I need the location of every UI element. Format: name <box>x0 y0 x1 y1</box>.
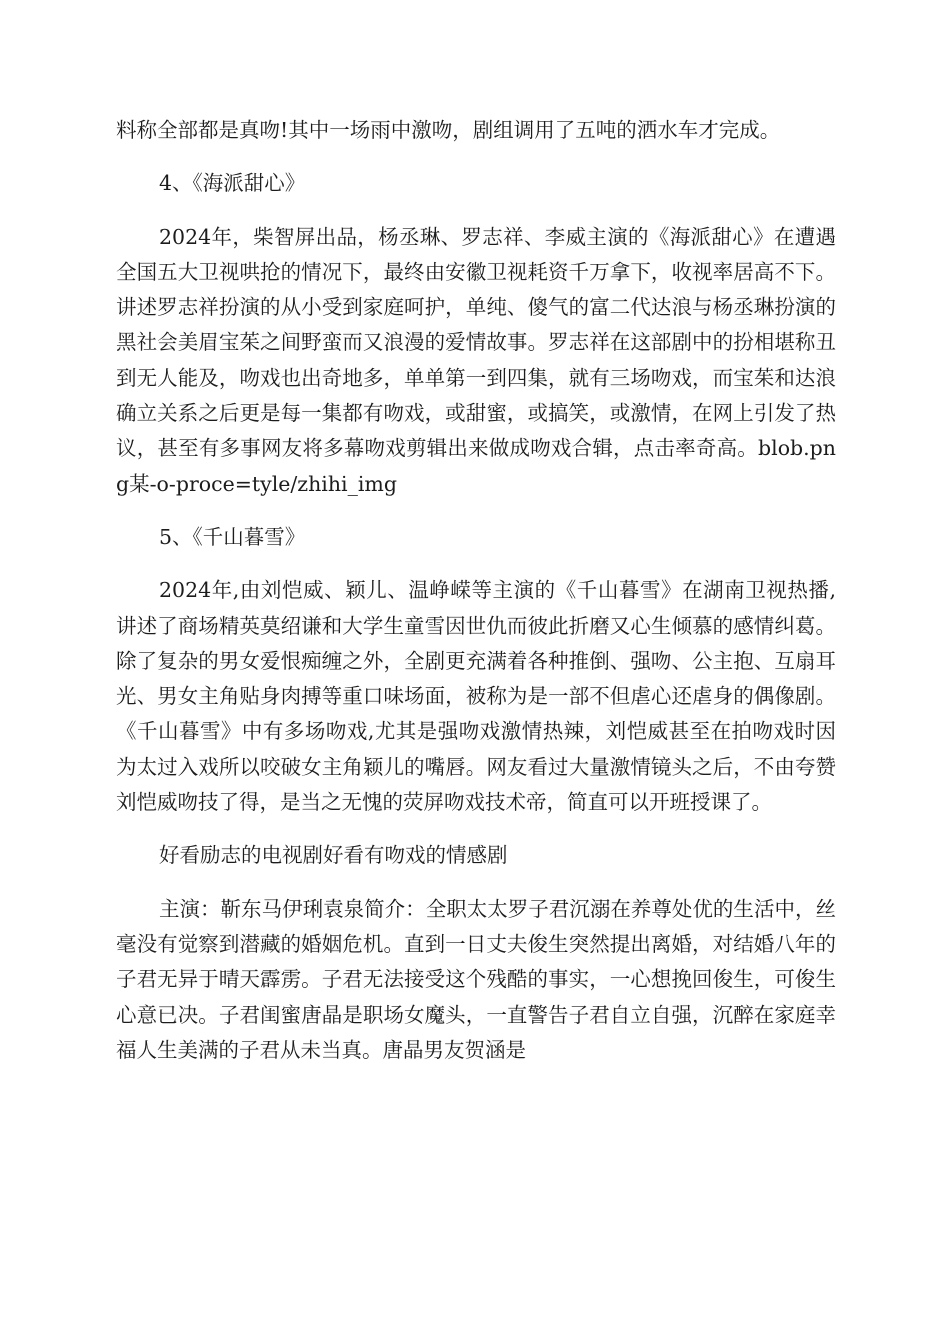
document-page <box>116 113 836 1068</box>
section-heading-5: 5、《千山暮雪》 <box>159 524 306 549</box>
section-heading-inspirational: 好看励志的电视剧好看有吻戏的情感剧 <box>159 843 508 868</box>
paragraph-cast-synopsis: 主演：靳东马伊琍袁泉简介：全职太太罗子君沉溺在养尊处优的生活中，丝毫没有觉察到潜藏的婚姻危机。直到一日丈夫俊生突然提出离婚，对结婚八年的子君无异于晴天霹雳。子君无法接受这个残酷的事实，一心想挽回俊生，可俊生心意已决。子君闺蜜唐晶是职场女魔头，一直警告子君自立自强，沉醉在家庭幸福人生美满的子君从未当真。唐晶男友贺涵是 <box>116 896 836 1062</box>
paragraph-qianshan-muxue: 2024年,由刘恺威、颖儿、温峥嵘等主演的《千山暮雪》在湖南卫视热播,讲述了商场精英莫绍谦和大学生童雪因世仇而彼此折磨又心生倾慕的感情纠葛。除了复杂的男女爱恨痴缠之外，全剧更充满着各种推倒、强吻、公主抱、互扇耳光、男女主角贴身肉搏等重口味场面，被称为是一部不但虐心还虐身的偶像剧。《千山暮雪》中有多场吻戏,尤其是强吻戏激情热辣，刘恺威甚至在拍吻戏时因为太过入戏所以咬破女主角颖儿的嘴唇。网友看过大量激情镜头之后，不由夸赞刘恺威吻技了得，是当之无愧的荧屏吻戏技术帝，简直可以开班授课了。 <box>116 578 836 815</box>
section-heading-4: 4、《海派甜心》 <box>159 171 306 196</box>
paragraph-haipai-tianxin: 2024年，柴智屏出品，杨丞琳、罗志祥、李威主演的《海派甜心》在遭遇全国五大卫视哄抢的情况下，最终由安徽卫视耗资千万拿下，收视率居高不下。讲述罗志祥扮演的从小受到家庭呵护，单纯、傻气的富二代达浪与杨丞琳扮演的黑社会美眉宝茱之间野蛮而又浪漫的爱情故事。罗志祥在这部剧中的扮相堪称丑到无人能及，吻戏也出奇地多，单单第一到四集，就有三场吻戏，而宝茱和达浪确立关系之后更是每一集都有吻戏，或甜蜜，或搞笑，或激情，在网上引发了热议，甚至有多事网友将多幕吻戏剪辑出来做成吻戏合辑，点击率奇高。blob.png某-o-proce=tyle/zhihi_img <box>116 224 836 496</box>
paragraph-continuation: 料称全部都是真吻!其中一场雨中激吻，剧组调用了五吨的洒水车才完成。 <box>116 118 781 142</box>
